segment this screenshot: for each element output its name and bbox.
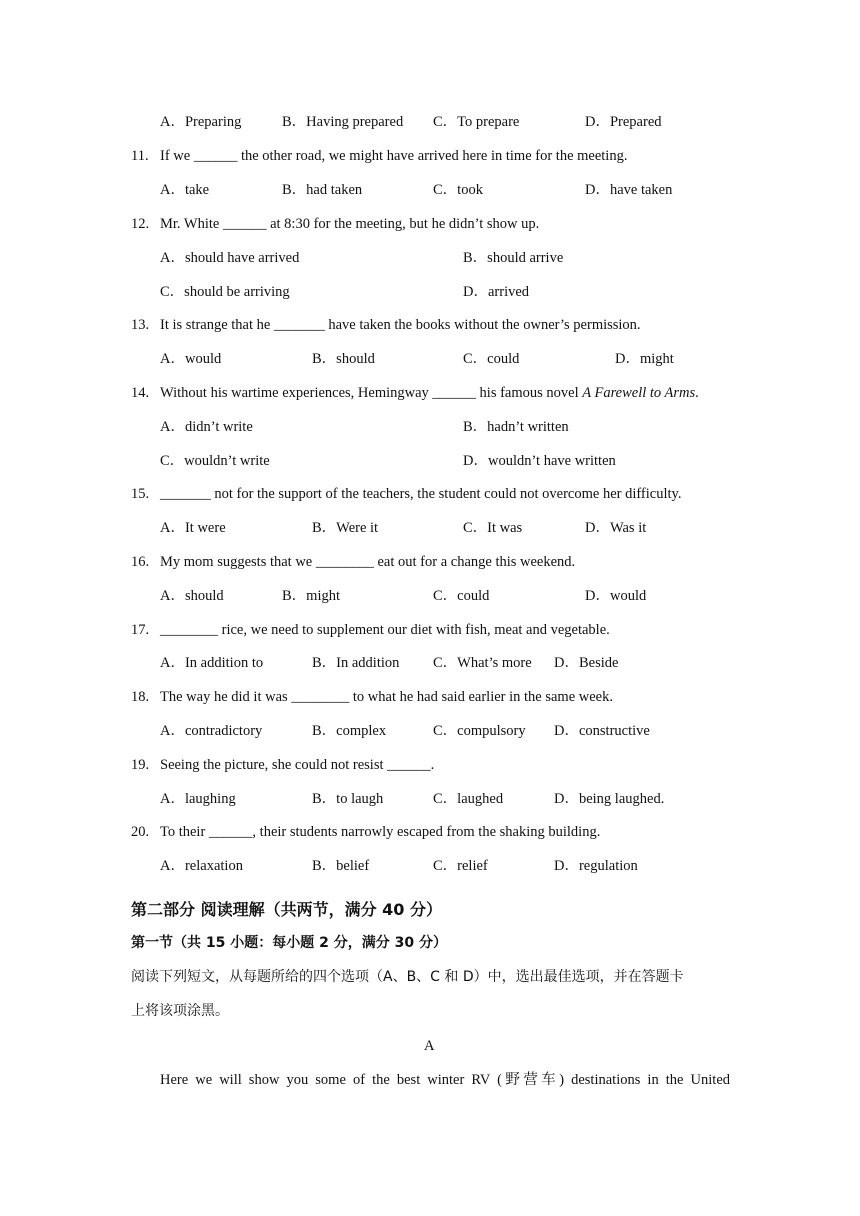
q11-option-c: C．took (433, 182, 483, 198)
q19-option-a: A．laughing (160, 791, 236, 807)
q20-option-d: D．regulation (554, 858, 638, 874)
q12-option-c: C．should be arriving (160, 284, 290, 300)
q11-option-d: D．have taken (585, 182, 673, 198)
q20-stem: To their ______, their students narrowly escaped from the shaking building. (160, 824, 601, 840)
q14-option-a: A．didn’t write (160, 419, 253, 435)
q14-option-b: B．hadn’t written (463, 419, 569, 435)
q13-option-d: D．might (615, 351, 674, 367)
q12-option-a: A．should have arrived (160, 250, 300, 266)
q16-stem: My mom suggests that we ________ eat out for a change this weekend. (160, 554, 576, 570)
q13-number: 13. (131, 317, 150, 333)
q11-number: 11. (131, 148, 149, 164)
q14-number: 14. (131, 385, 150, 401)
q14-stem-end: . (695, 385, 699, 401)
q20-option-a: A．relaxation (160, 858, 243, 874)
q15-option-b: B．Were it (312, 520, 379, 536)
q12-number: 12. (131, 216, 150, 232)
section1-heading: 第一节（共 15 小题：每小题 2 分，满分 30 分） (131, 935, 447, 951)
q16-option-d: D．would (585, 588, 647, 604)
q10-option-a: A．Preparing (160, 114, 242, 130)
q19-stem: Seeing the picture, she could not resist ______. (160, 757, 435, 773)
q20-option-b: B．belief (312, 858, 370, 874)
q20-option-c: C．relief (433, 858, 488, 874)
q18-number: 18. (131, 689, 150, 705)
q17-option-c: C．What’s more (433, 655, 532, 671)
q12-option-b: B．should arrive (463, 250, 564, 266)
q14-stem (160, 384, 699, 402)
q11-option-b: B．had taken (282, 182, 363, 198)
q19-option-d: D．being laughed. (554, 791, 665, 807)
q19-number: 19. (131, 757, 150, 773)
q20-number: 20. (131, 824, 150, 840)
q10-option-b: B．Having prepared (282, 114, 404, 130)
q15-option-d: D．Was it (585, 520, 647, 536)
q17-number: 17. (131, 622, 150, 638)
q15-stem: _______ not for the support of the teachers, the student could not overcome her difficulty. (160, 486, 682, 502)
q16-option-a: A．should (160, 588, 224, 604)
q18-stem: The way he did it was ________ to what he had said earlier in the same week. (160, 689, 613, 705)
q12-option-d: D．arrived (463, 284, 530, 300)
q14-stem-text: Without his wartime experiences, Hemingway ______ his famous novel (160, 385, 583, 401)
q11-option-a: A．take (160, 182, 210, 198)
q14-novel-title: A Farewell to Arms (582, 385, 696, 401)
q15-option-c: C．It was (463, 520, 523, 536)
q11-stem: If we ______ the other road, we might have arrived here in time for the meeting. (160, 148, 628, 164)
q13-option-b: B．should (312, 351, 375, 367)
q13-stem: It is strange that he _______ have taken the books without the owner’s permission. (160, 317, 641, 333)
q13-option-c: C．could (463, 351, 520, 367)
q18-option-b: B．complex (312, 723, 387, 739)
q16-option-b: B．might (282, 588, 341, 604)
q17-option-d: D．Beside (554, 655, 619, 671)
q16-option-c: C．could (433, 588, 490, 604)
q15-option-a: A．It were (160, 520, 226, 536)
q17-option-b: B．In addition (312, 655, 400, 671)
q19-option-c: C．laughed (433, 791, 504, 807)
q10-option-c: C．To prepare (433, 114, 520, 130)
passage-label: A (424, 1038, 435, 1054)
q17-option-a: A．In addition to (160, 655, 264, 671)
q16-number: 16. (131, 554, 150, 570)
q18-option-a: A．contradictory (160, 723, 263, 739)
q19-option-b: B．to laugh (312, 791, 384, 807)
q18-option-c: C．compulsory (433, 723, 526, 739)
instruction-line-2: 上将该项涂黑。 (131, 1003, 229, 1019)
q15-number: 15. (131, 486, 150, 502)
q18-option-d: D．constructive (554, 723, 650, 739)
passage-line-1: Here we will show you some of the best winter RV (野营车) destinations in the United (160, 1072, 730, 1088)
q12-stem: Mr. White ______ at 8:30 for the meeting, but he didn’t show up. (160, 216, 540, 232)
instruction-line-1: 阅读下列短文，从每题所给的四个选项（A、B、C 和 D）中，选出最佳选项，并在答题卡 (131, 969, 684, 985)
q10-option-d: D．Prepared (585, 114, 662, 130)
part2-heading: 第二部分 阅读理解（共两节，满分 40 分） (131, 900, 442, 919)
q14-option-c: C．wouldn’t write (160, 453, 270, 469)
q17-stem: ________ rice, we need to supplement our diet with fish, meat and vegetable. (160, 622, 610, 638)
q13-option-a: A．would (160, 351, 222, 367)
q14-option-d: D．wouldn’t have written (463, 453, 616, 469)
